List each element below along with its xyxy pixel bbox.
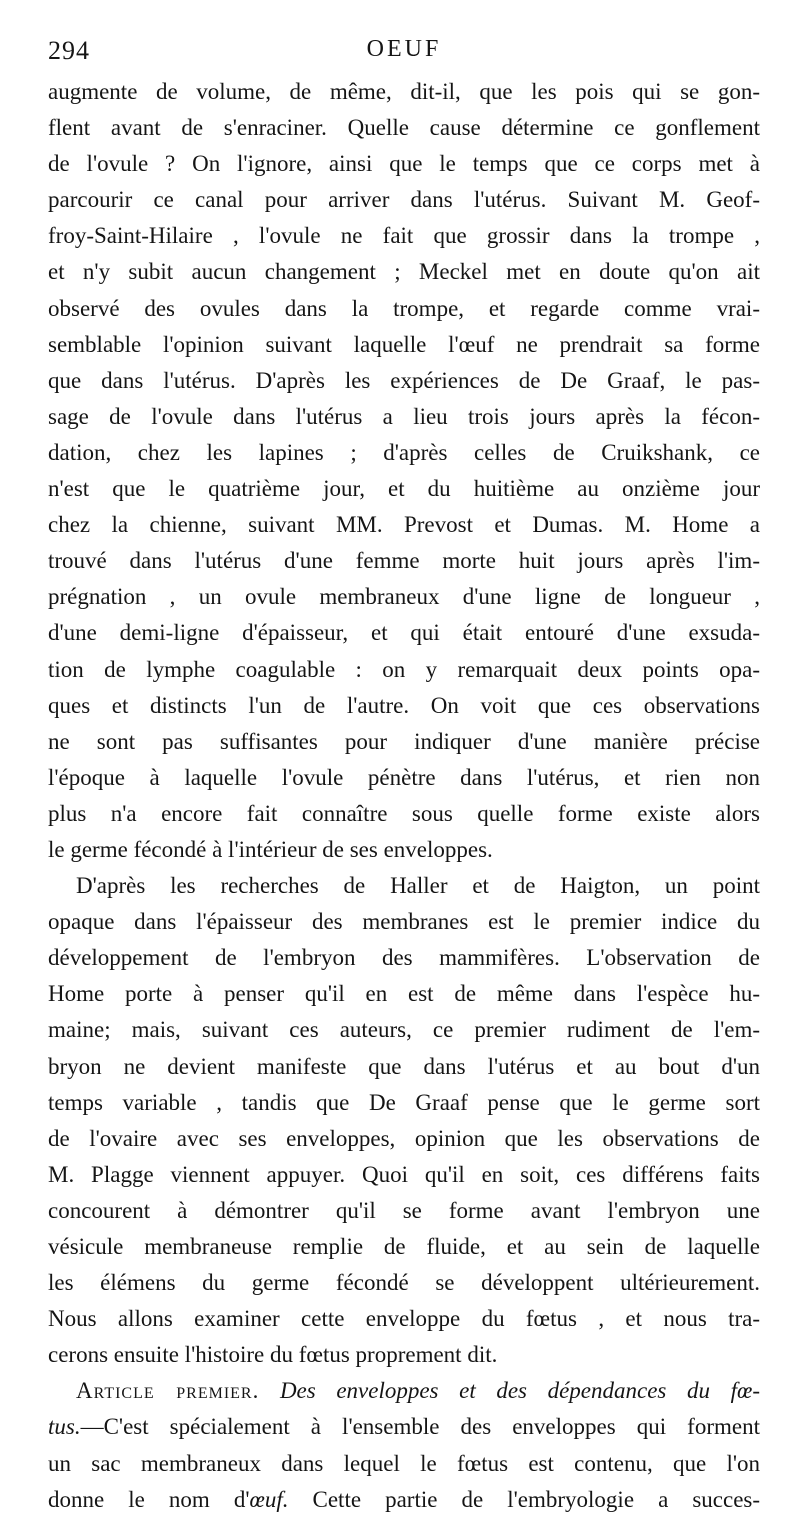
text-line: plus n'a encore fait connaître sous quelle forme existe alors (48, 800, 760, 826)
text-line: que dans l'utérus. D'après les expériences de De Graaf, le pas- (48, 367, 760, 393)
book-page (48, 30, 760, 1518)
text-line: flent avant de s'enraciner. Quelle cause détermine ce gonflement (48, 115, 760, 141)
text-line: Home porte à penser qu'il en est de même dans l'espèce hu- (48, 981, 760, 1007)
text-line: opaque dans l'épaisseur des membranes est le premier indice du (48, 909, 760, 935)
text-line: l'époque à laquelle l'ovule pénètre dans l'utérus, et rien non (48, 764, 760, 790)
text-line: ne sont pas suffisantes pour indiquer d'une manière précise (48, 728, 760, 754)
text-line: le germe fécondé à l'intérieur de ses enveloppes. (48, 836, 493, 862)
text-line: de l'ovule ? On l'ignore, ainsi que le temps que ce corps met à (48, 151, 760, 177)
article-title-end: tus. (48, 1414, 81, 1440)
paragraph-3 (48, 1373, 760, 1517)
article-label: Article premier. (76, 1378, 260, 1404)
text-line: observé des ovules dans la trompe, et regarde comme vrai- (48, 295, 760, 321)
paragraph-1 (48, 74, 760, 868)
text-line (48, 1373, 760, 1409)
text-line: les élémens du germe fécondé se développent ultérieurement. (48, 1270, 760, 1296)
text-line: n'est que le quatrième jour, et du huitième au onzième jour (48, 476, 760, 502)
text-line: trouvé dans l'utérus d'une femme morte huit jours après l'im- (48, 548, 760, 574)
text-line: sage de l'ovule dans l'utérus a lieu trois jours après la fécon- (48, 403, 760, 429)
text-line: parcourir ce canal pour arriver dans l'utérus. Suivant M. Geof- (48, 187, 760, 213)
text-line: vésicule membraneuse remplie de fluide, et au sein de laquelle (48, 1234, 760, 1259)
text-line: froy-Saint-Hilaire , l'ovule ne fait que grossir dans la trompe , (48, 223, 760, 249)
text-line: cerons ensuite l'histoire du fœtus proprement dit. (48, 1342, 498, 1368)
text-run: donne le nom d' (48, 1486, 250, 1512)
text-line: chez la chienne, suivant MM. Prevost et Dumas. M. Home a (48, 512, 760, 538)
text-line: prégnation , un ovule membraneux d'une ligne de longueur , (48, 584, 760, 610)
text-run: —C'est spécialement à l'ensemble des enveloppes qui forment (80, 1414, 760, 1440)
text-line: temps variable , tandis que De Graaf pense que le germe sort (48, 1089, 760, 1115)
article-title: Des enveloppes et des dépendances du fœ- (259, 1378, 760, 1404)
running-head: OEUF (366, 36, 442, 62)
text-line: augmente de volume, de même, dit-il, que les pois qui se gon- (48, 79, 760, 104)
text-line: d'une demi-ligne d'épaisseur, et qui était entouré d'une exsuda- (48, 620, 760, 646)
text-line: de l'ovaire avec ses enveloppes, opinion que les observations de (48, 1125, 760, 1151)
text-line: semblable l'opinion suivant laquelle l'œuf ne prendrait sa forme (48, 331, 760, 357)
page-header (48, 30, 760, 74)
text-line: dation, chez les lapines ; d'après celles de Cruikshank, ce (48, 439, 760, 465)
text-line: bryon ne devient manifeste que dans l'utérus et au bout d'un (48, 1053, 760, 1079)
text-line: Nous allons examiner cette enveloppe du fœtus , et nous tra- (48, 1306, 760, 1332)
text-line: maine; mais, suivant ces auteurs, ce premier rudiment de l'em- (48, 1017, 760, 1043)
text-line: et n'y subit aucun changement ; Meckel met en doute qu'on ait (48, 259, 760, 285)
text-line: développement de l'embryon des mammifères. L'observation de (48, 945, 760, 971)
text-line: ques et distincts l'un de l'autre. On voit que ces observations (48, 692, 760, 718)
page-number: 294 (48, 36, 90, 65)
text-line (48, 1482, 760, 1518)
text-line: tion de lymphe coagulable : on y remarquait deux points opa- (48, 656, 760, 682)
text-line: un sac membraneux dans lequel le fœtus est contenu, que l'on (48, 1450, 760, 1476)
text-line (48, 1409, 760, 1445)
text-line: D'après les recherches de Haller et de Haigton, un point (76, 873, 760, 899)
text-line: M. Plagge viennent appuyer. Quoi qu'il en soit, ces différens faits (48, 1161, 760, 1187)
italic-term: œuf. (249, 1486, 289, 1512)
text-line: concourent à démontrer qu'il se forme avant l'embryon une (48, 1197, 760, 1223)
text-run: Cette partie de l'embryologie a succes- (288, 1486, 760, 1512)
paragraph-2 (48, 868, 760, 1373)
